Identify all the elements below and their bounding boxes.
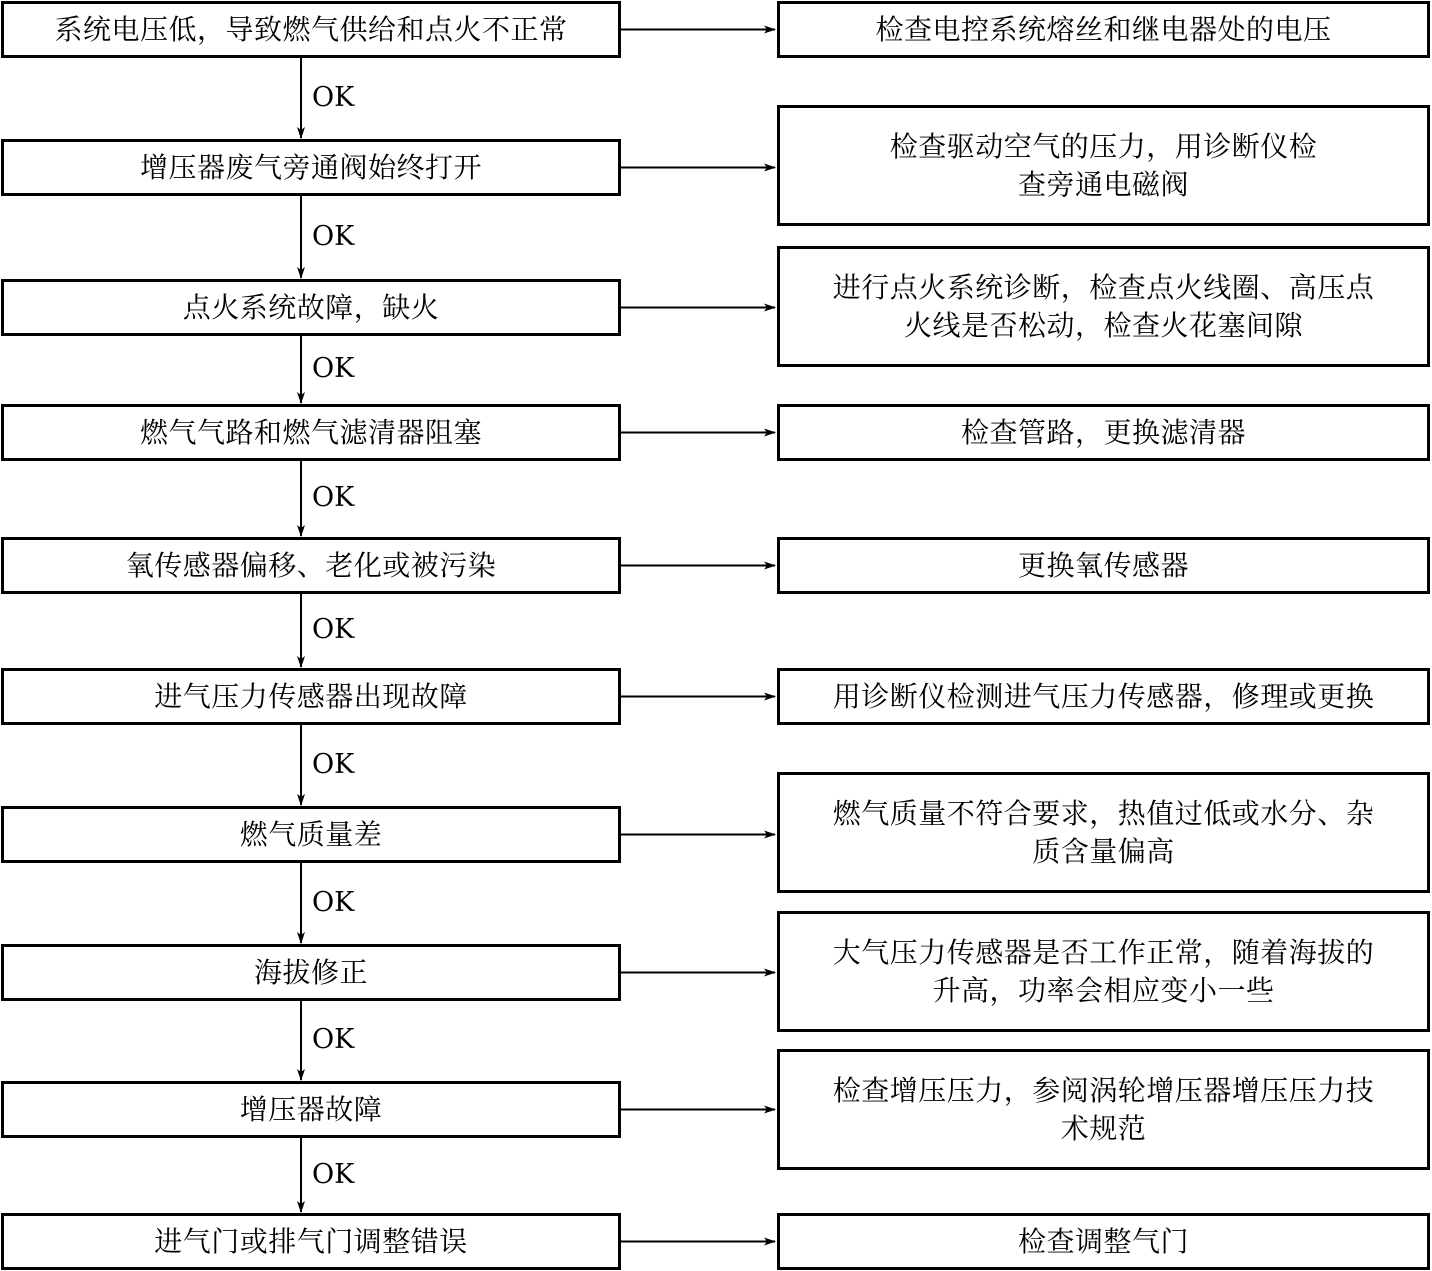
remedy-line: 检查调整气门 xyxy=(1017,1224,1189,1258)
remedy-line: 查旁通电磁阀 xyxy=(1017,167,1189,201)
remedy-line: 检查增压压力，参阅涡轮增压器增压压力技 xyxy=(832,1073,1375,1107)
remedy-box xyxy=(777,1049,1430,1170)
problem-box xyxy=(1,1213,621,1270)
remedy-box xyxy=(777,105,1430,226)
remedy-line: 升高，功率会相应变小一些 xyxy=(932,973,1275,1007)
remedy-box xyxy=(777,404,1430,461)
remedy-line: 更换氧传感器 xyxy=(1017,548,1189,582)
problem-text: 增压器故障 xyxy=(239,1092,383,1126)
remedy-text xyxy=(961,414,1246,452)
remedy-box xyxy=(777,537,1430,594)
ok-label: OK xyxy=(312,1024,355,1055)
problem-text: 燃气气路和燃气滤清器阻塞 xyxy=(139,415,482,449)
problem-box xyxy=(1,1081,621,1138)
problem-box xyxy=(1,139,621,196)
problem-box xyxy=(1,404,621,461)
remedy-line: 进行点火系统诊断，检查点火线圈、高压点 xyxy=(832,270,1375,304)
problem-box xyxy=(1,279,621,336)
remedy-line: 检查管路，更换滤清器 xyxy=(960,415,1246,449)
problem-box xyxy=(1,668,621,725)
remedy-line: 检查驱动空气的压力，用诊断仪检 xyxy=(889,129,1318,163)
problem-text: 燃气质量差 xyxy=(239,817,383,851)
remedy-line: 术规范 xyxy=(1060,1111,1147,1145)
remedy-text xyxy=(1018,547,1189,585)
remedy-box xyxy=(777,246,1430,367)
problem-text: 海拔修正 xyxy=(253,955,368,989)
remedy-text xyxy=(833,934,1375,1010)
remedy-line: 燃气质量不符合要求，热值过低或水分、杂 xyxy=(832,796,1375,830)
ok-label: OK xyxy=(312,614,355,645)
remedy-text xyxy=(833,678,1375,716)
remedy-text xyxy=(833,795,1375,871)
problem-text: 系统电压低，导致燃气供给和点火不正常 xyxy=(54,12,568,46)
remedy-box xyxy=(777,1213,1430,1270)
remedy-text xyxy=(890,128,1318,204)
problem-text: 进气门或排气门调整错误 xyxy=(154,1224,468,1258)
problem-box xyxy=(1,537,621,594)
problem-text: 增压器废气旁通阀始终打开 xyxy=(139,150,482,184)
ok-label: OK xyxy=(312,1159,355,1190)
ok-label: OK xyxy=(312,482,355,513)
ok-label: OK xyxy=(312,887,355,918)
remedy-box xyxy=(777,1,1430,58)
remedy-text xyxy=(1018,1223,1189,1261)
remedy-box xyxy=(777,668,1430,725)
ok-label: OK xyxy=(312,82,355,113)
ok-label: OK xyxy=(312,221,355,252)
remedy-line: 火线是否松动，检查火花塞间隙 xyxy=(903,308,1303,342)
ok-label: OK xyxy=(312,749,355,780)
remedy-box xyxy=(777,772,1430,893)
remedy-text xyxy=(875,11,1331,49)
remedy-box xyxy=(777,911,1430,1032)
remedy-line: 大气压力传感器是否工作正常，随着海拔的 xyxy=(832,935,1375,969)
problem-box xyxy=(1,944,621,1001)
remedy-text xyxy=(833,1072,1375,1148)
remedy-line: 检查电控系统熔丝和继电器处的电压 xyxy=(875,12,1332,46)
problem-text: 点火系统故障，缺火 xyxy=(182,290,440,324)
problem-text: 氧传感器偏移、老化或被污染 xyxy=(125,548,497,582)
problem-text: 进气压力传感器出现故障 xyxy=(154,679,468,713)
problem-box xyxy=(1,806,621,863)
ok-label: OK xyxy=(312,353,355,384)
remedy-text xyxy=(833,269,1375,345)
remedy-line: 用诊断仪检测进气压力传感器，修理或更换 xyxy=(832,679,1375,713)
remedy-line: 质含量偏高 xyxy=(1032,834,1175,868)
problem-box xyxy=(1,1,621,58)
